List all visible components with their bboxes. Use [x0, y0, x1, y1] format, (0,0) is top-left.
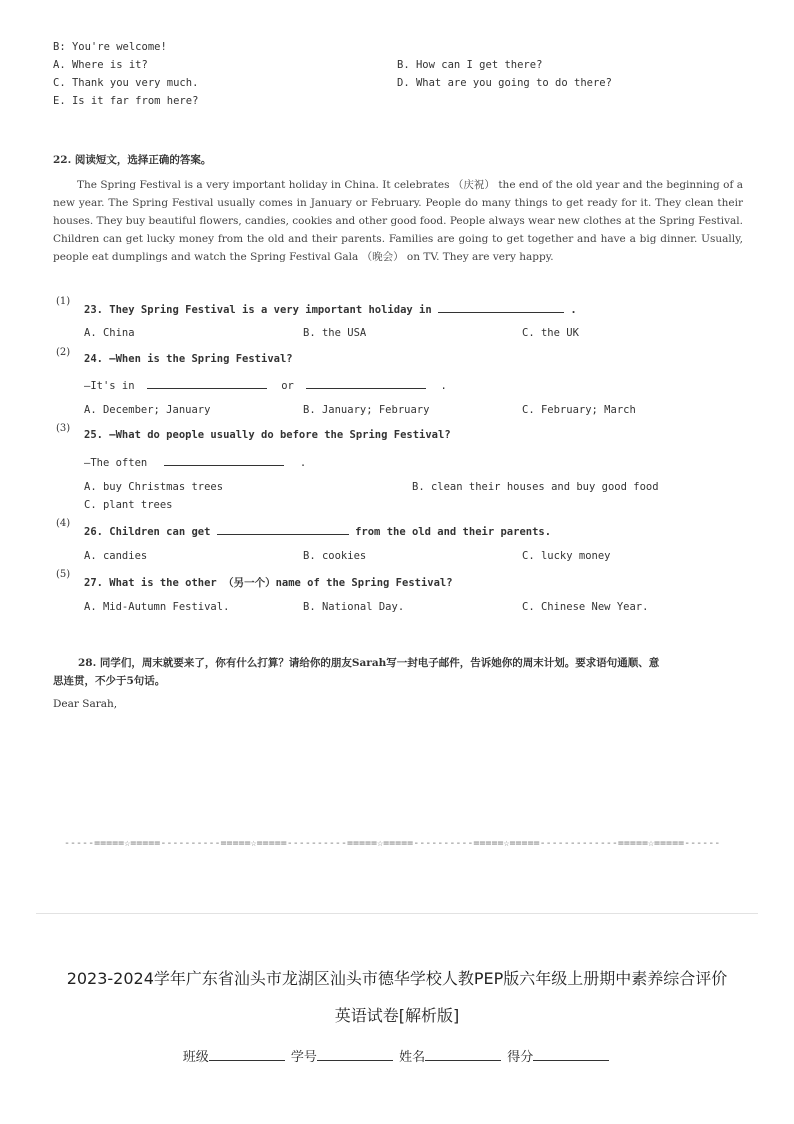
student-id-field[interactable] — [317, 1048, 393, 1061]
option-d: D. What are you going to do there? — [397, 77, 612, 89]
passage-text: The Spring Festival is a very important holiday in China. It celebrates （庆祝） the end of the old year and the beginning of a new year. The Spring Festival usually comes in January or February. People do many things to get ready for it. They clean their houses. They buy beautiful flowers, candies, cookies and other good food. People always wear new clothes at the Spring Festival. Children can get lucky money from the old and their parents. Families are going to get together and have a big dinner. Usually, people eat dumplings and watch the Spring Festival Gala （晚会） on TV. They are very happy. — [53, 179, 743, 263]
q28-prompt-line1: 28. 同学们，周末就要来了，你有什么打算？请给你的朋友Sarah写一封电子邮件，告诉她你的周末计划。要求语句通顺、意 — [78, 657, 660, 669]
class-label: 班级 — [182, 1050, 209, 1065]
answer-prefix: —The often — [84, 457, 148, 469]
email-salutation: Dear Sarah, — [53, 698, 118, 710]
option: A. Mid-Autumn Festival. — [84, 601, 230, 613]
question-26-end: from the old and their parents. — [355, 526, 552, 538]
dialog-line: B: You're welcome! — [53, 41, 167, 53]
option-a: A. Where is it? — [53, 59, 148, 71]
answer-mid: or — [281, 380, 294, 392]
exam-title-line1: 2023-2024学年广东省汕头市龙湖区汕头市德华学校人教PEP版六年级上册期中素养综合评价 — [66, 969, 728, 988]
option: B. National Day. — [303, 601, 405, 613]
answer-blank[interactable] — [217, 524, 349, 535]
option: B. clean their houses and buy good food — [412, 481, 659, 493]
answer-blank[interactable] — [147, 378, 267, 389]
option: C. February; March — [522, 404, 636, 416]
option: A. buy Christmas trees — [84, 481, 224, 493]
subq-number: (1) — [56, 296, 71, 307]
subq-number: (4) — [56, 518, 71, 529]
q28-prompt-line2: 思连贯，不少于5句话。 — [53, 675, 166, 687]
option-e: E. Is it far from here? — [53, 95, 199, 107]
question-27: 27. What is the other （另一个）name of the Spring Festival? — [84, 577, 453, 589]
answer-end: . — [440, 380, 447, 392]
option-b: B. How can I get there? — [397, 59, 543, 71]
option: C. lucky money — [522, 550, 611, 562]
section-separator: -----=====☆=====----------=====☆=====----------=====☆=====----------=====☆=====-------------=====☆=====------ — [64, 838, 721, 849]
answer-line — [84, 378, 447, 392]
exam-title-line2: 英语试卷[解析版] — [334, 1006, 460, 1025]
class-field[interactable] — [209, 1048, 285, 1061]
student-id-label: 学号 — [290, 1050, 317, 1065]
option: A. candies — [84, 550, 148, 562]
answer-end: . — [299, 457, 307, 469]
question-23-stem: 23. They Spring Festival is a very important holiday in — [84, 304, 432, 316]
answer-blank[interactable] — [306, 378, 426, 389]
q22-heading: 22. 阅读短文，选择正确的答案。 — [53, 154, 212, 166]
option: C. the UK — [522, 327, 579, 339]
option: A. China — [84, 327, 135, 339]
question-26-stem: 26. Children can get — [84, 526, 211, 538]
question-23 — [84, 302, 577, 316]
question-23-end: . — [570, 304, 577, 316]
answer-blank[interactable] — [164, 455, 284, 466]
answer-prefix: —It's in — [84, 380, 135, 392]
reading-passage — [53, 176, 743, 266]
page-divider — [36, 913, 758, 914]
option: B. cookies — [303, 550, 367, 562]
score-label: 得分 — [507, 1050, 534, 1065]
option: B. the USA — [303, 327, 367, 339]
question-24: 24. —When is the Spring Festival? — [84, 353, 293, 365]
student-info-row — [0, 1046, 794, 1065]
question-26 — [84, 524, 551, 538]
option: C. plant trees — [84, 499, 173, 511]
option-c: C. Thank you very much. — [53, 77, 199, 89]
answer-line — [84, 455, 306, 469]
subq-number: (5) — [56, 569, 71, 580]
answer-blank[interactable] — [438, 302, 564, 313]
question-25: 25. —What do people usually do before the Spring Festival? — [84, 429, 451, 441]
name-field[interactable] — [425, 1048, 501, 1061]
score-field[interactable] — [533, 1048, 609, 1061]
subq-number: (3) — [56, 423, 71, 434]
option: B. January; February — [303, 404, 430, 416]
subq-number: (2) — [56, 347, 71, 358]
name-label: 姓名 — [399, 1050, 426, 1065]
option: A. December; January — [84, 404, 211, 416]
option: C. Chinese New Year. — [522, 601, 649, 613]
